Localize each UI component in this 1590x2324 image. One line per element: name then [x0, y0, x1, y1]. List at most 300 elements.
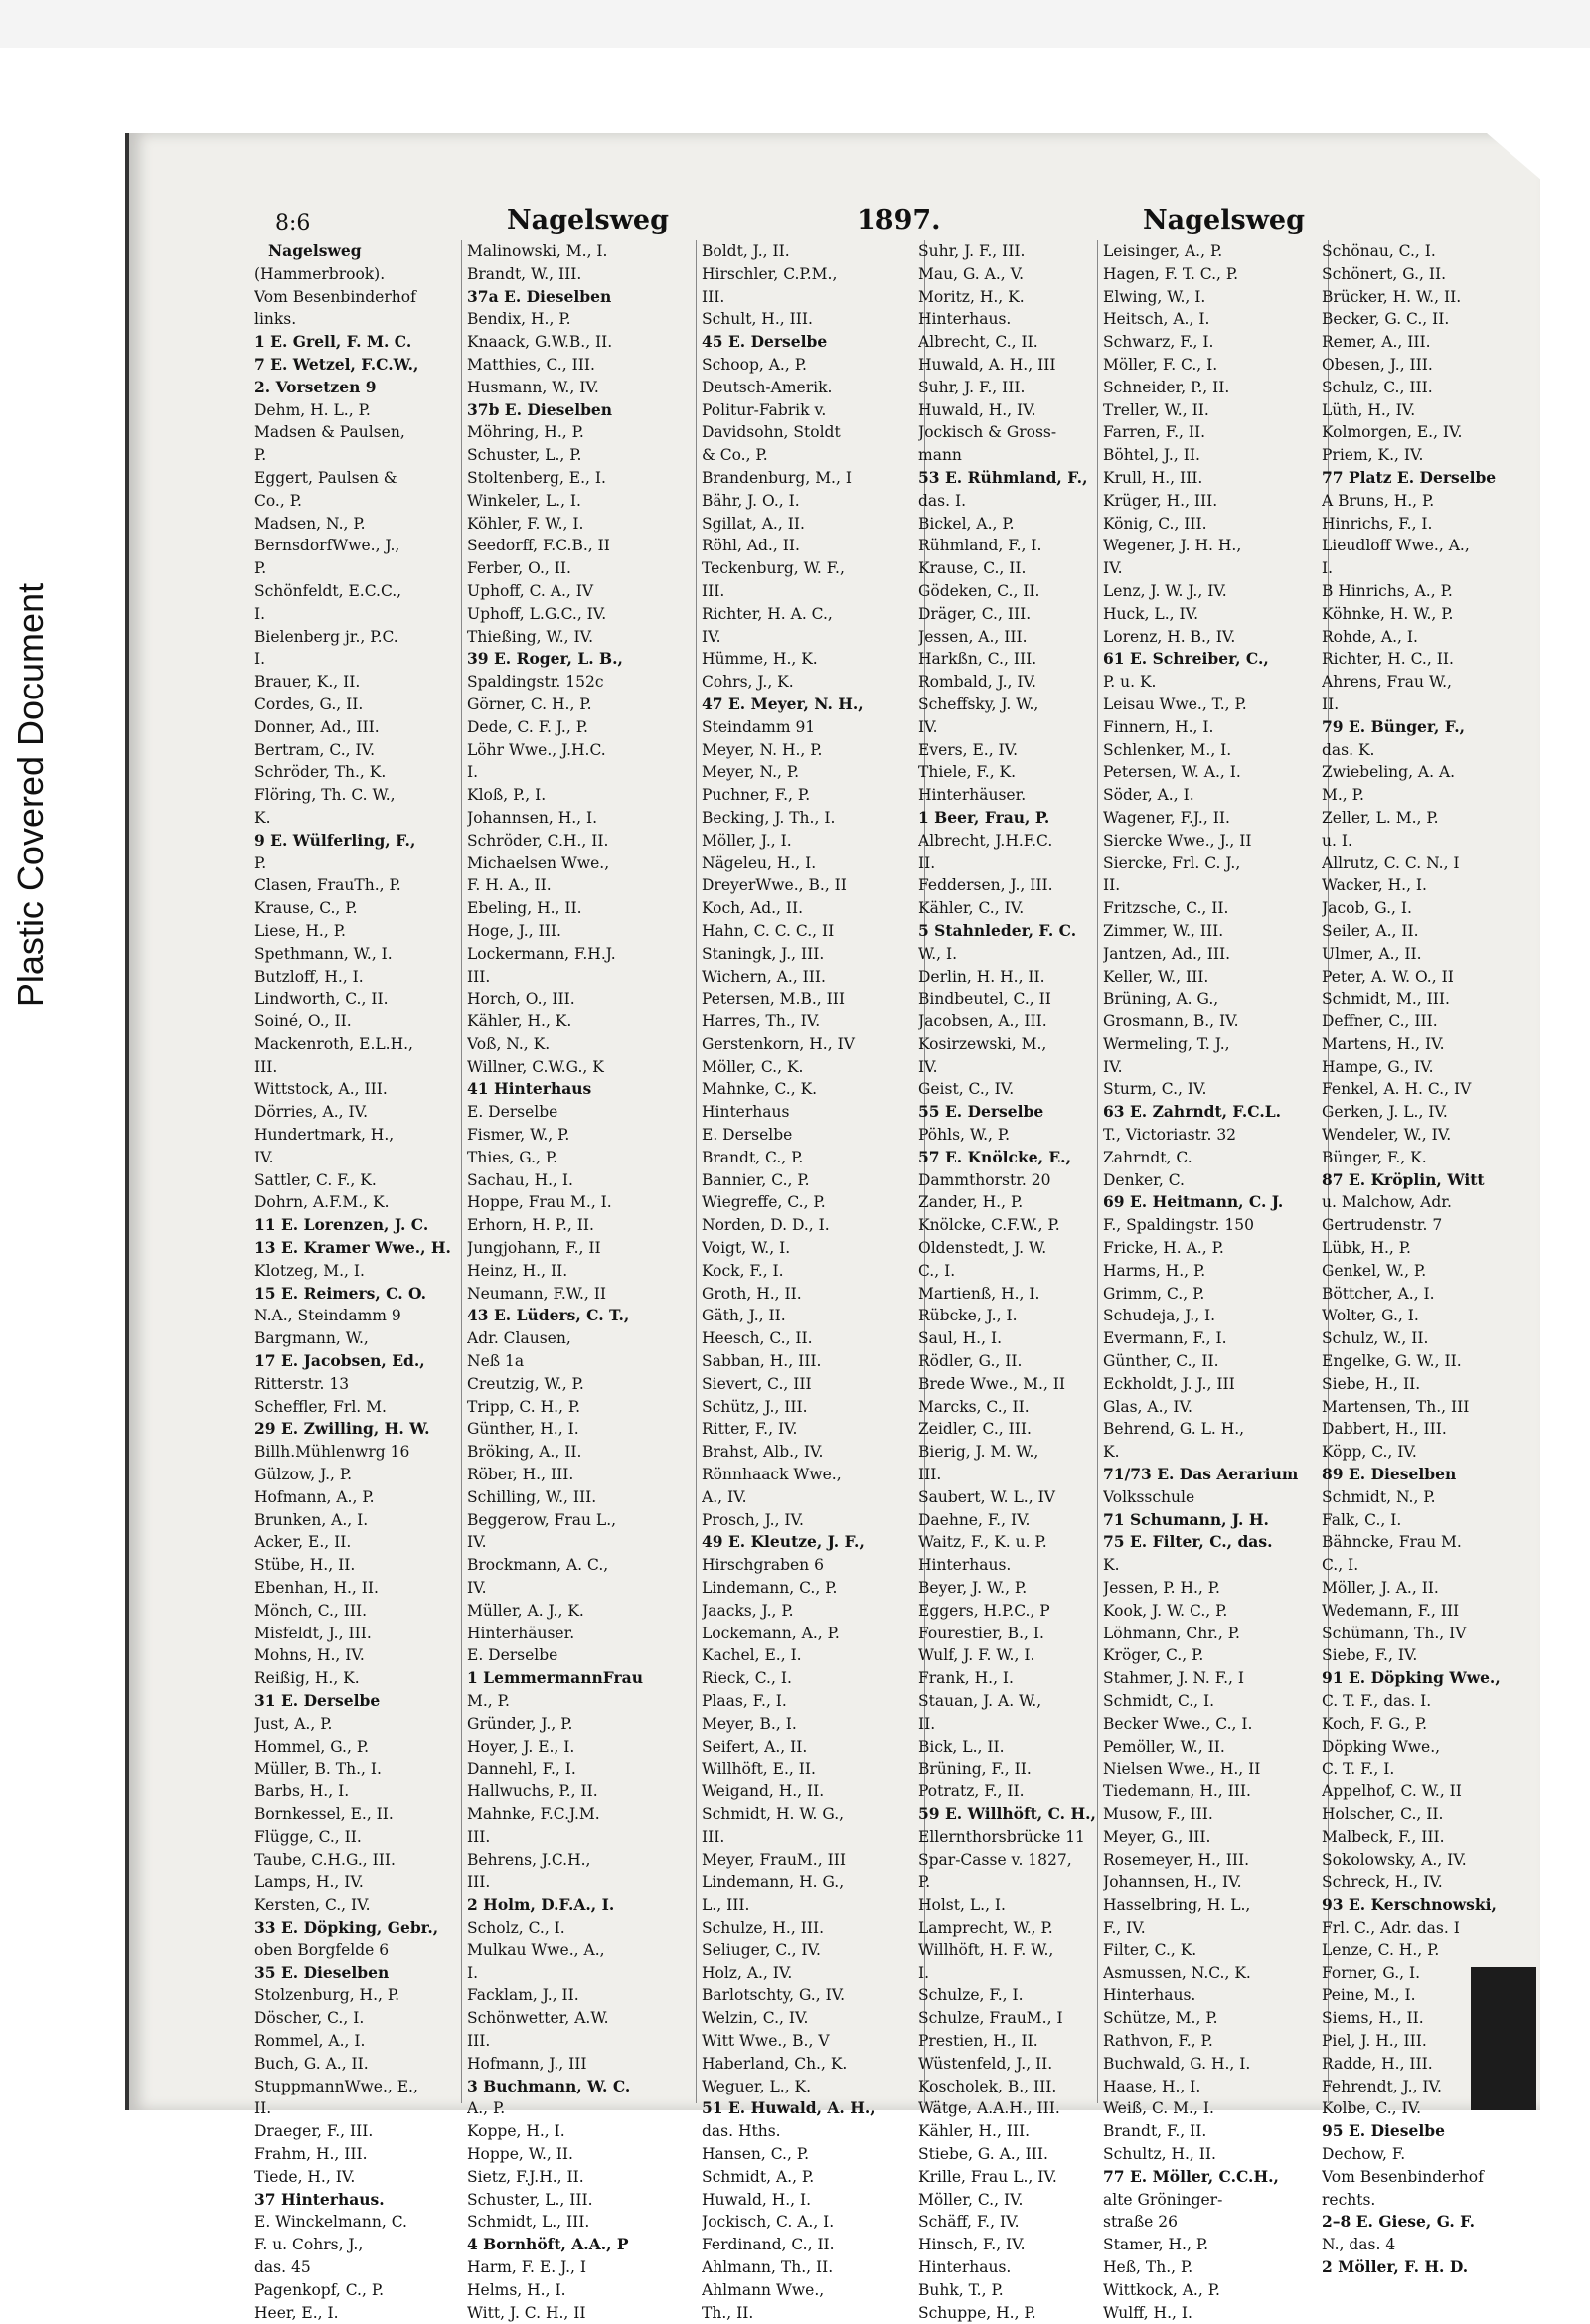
directory-line: Eggert, Paulsen & [254, 468, 398, 487]
directory-line: L., III. [702, 1896, 750, 1915]
directory-line: Rödler, G., II. [918, 1352, 1023, 1371]
directory-line: E. Derselbe [467, 1103, 558, 1122]
directory-line: IV. [1103, 559, 1123, 578]
directory-line: Kröger, C., P. [1103, 1646, 1204, 1665]
directory-line: Daehne, F., IV. [918, 1510, 1031, 1529]
directory-line: Dechow, F. [1322, 2144, 1406, 2163]
directory-line: Martens, H., IV. [1322, 1034, 1445, 1053]
directory-line: Allrutz, C. C. N., I [1322, 853, 1460, 872]
directory-line: Meyer, B., I. [702, 1714, 797, 1733]
directory-line: Dammthorstr. 20 [918, 1170, 1051, 1189]
directory-line: Becker, G. C., II. [1322, 310, 1450, 329]
directory-line: Staningk, J., III. [702, 944, 825, 963]
directory-line: Fritzsche, C., II. [1103, 899, 1229, 918]
directory-line: K. [254, 808, 271, 827]
directory-line: III. [467, 1873, 491, 1892]
directory-line: König, C., III. [1103, 514, 1207, 533]
directory-line: Politur-Fabrik v. [702, 400, 827, 419]
directory-line: III. [918, 1466, 942, 1484]
directory-line: II. [1103, 876, 1121, 895]
directory-line: Heß, Th., P. [1103, 2257, 1193, 2276]
directory-line: Grimm, C., P. [1103, 1284, 1205, 1303]
directory-line: 2 Möller, F. H. D. [1322, 2256, 1469, 2276]
directory-line: Heinz, H., II. [467, 1261, 568, 1280]
directory-line: StuppmannWwe., E., [254, 2077, 418, 2095]
directory-line: C. T. F., das. I. [1322, 1692, 1432, 1710]
directory-line: Ebenhan, H., II. [254, 1579, 379, 1598]
directory-line: Oldenstedt, J. W. [918, 1239, 1047, 1258]
directory-line: Sietz, F.J.H., II. [467, 2167, 584, 2186]
directory-line: Schmidt, A., P. [702, 2167, 815, 2186]
directory-line: Knaack, G.W.B., II. [467, 333, 613, 352]
directory-line: Stamer, H., P. [1103, 2236, 1209, 2254]
directory-line: 1 E. Grell, F. M. C. [254, 332, 412, 352]
directory-line: Kachel, E., I. [702, 1646, 802, 1665]
directory-line: Adr. Clausen, [467, 1329, 571, 1348]
directory-line: B Hinrichs, A., P. [1322, 581, 1453, 600]
directory-line: Suhr, J. F., III. [918, 378, 1026, 396]
directory-line: Ritterstr. 13 [254, 1374, 350, 1393]
directory-line: 4 Bornhöft, A.A., P [467, 2235, 629, 2254]
directory-line: Stiebe, G. A., III. [918, 2144, 1048, 2163]
directory-line: Hinterhaus. [918, 310, 1012, 329]
directory-line: Siems, H., II. [1322, 2009, 1424, 2028]
directory-line: Johannsen, H., I. [467, 808, 598, 827]
directory-line: Norden, D. D., I. [702, 1216, 830, 1235]
directory-line: Hoppe, W., II. [467, 2144, 573, 2163]
directory-line: Neumann, F.W., II [467, 1284, 606, 1303]
column-1 [254, 240, 467, 2324]
directory-line: Heer, E., I. [254, 2303, 339, 2322]
directory-line: Kolmorgen, E., IV. [1322, 423, 1463, 442]
directory-line: u. Malchow, Adr. [1322, 1193, 1452, 1212]
directory-line: Hofmann, A., P. [254, 1487, 375, 1506]
directory-line: IV. [1103, 1057, 1123, 1076]
directory-line: Heesch, C., II. [702, 1329, 813, 1348]
directory-line: Fehrendt, J., IV. [1322, 2077, 1442, 2095]
directory-line: Wendeler, W., IV. [1322, 1126, 1452, 1145]
directory-line: 79 E. Bünger, F., [1322, 716, 1465, 736]
directory-line: Rübcke, J., I. [918, 1307, 1018, 1325]
directory-line: Sokolowsky, A., IV. [1322, 1850, 1467, 1869]
directory-line: Kock, F., I. [702, 1261, 784, 1280]
directory-line: Hirschgraben 6 [702, 1556, 824, 1575]
directory-line: II. [918, 1714, 936, 1733]
directory-line: Leisau Wwe., T., P. [1103, 695, 1247, 713]
directory-line: Knölcke, C.F.W., P. [918, 1216, 1060, 1235]
directory-line: IV. [467, 1579, 487, 1598]
directory-line: Stauan, J. A. W., [918, 1692, 1042, 1710]
directory-line: Genkel, W., P. [1322, 1261, 1427, 1280]
directory-line: II. [1322, 695, 1340, 713]
directory-line: Bornkessel, E., II. [254, 1804, 394, 1823]
directory-line: Johannsen, H., IV. [1103, 1873, 1242, 1892]
directory-line: Treller, W., II. [1103, 400, 1209, 419]
directory-line: Welzin, C., IV. [702, 2009, 809, 2028]
directory-line: Hoyer, J. E., I. [467, 1737, 575, 1756]
directory-line: Brunken, A., I. [254, 1510, 369, 1529]
directory-line: 3 Buchmann, W. C. [467, 2076, 631, 2095]
directory-line: Schmidt, M., III. [1322, 990, 1450, 1008]
directory-line: Sturm, C., IV. [1103, 1080, 1207, 1099]
directory-line: 2–8 E. Giese, G. F. [1322, 2212, 1476, 2232]
directory-line: 2. Vorsetzen 9 [254, 377, 377, 396]
directory-line: Siebe, F., IV. [1322, 1646, 1418, 1665]
directory-line: Hansen, C., P. [702, 2144, 810, 2163]
directory-line: Deutsch-Amerik. [702, 378, 833, 396]
directory-line: Rühmland, F., I. [918, 537, 1042, 555]
directory-line: Winkeler, L., I. [467, 491, 581, 510]
directory-line: Madsen, N., P. [254, 514, 366, 533]
directory-line: Sattler, C. F., K. [254, 1170, 377, 1189]
directory-line: Vom Besenbinderhof [254, 287, 416, 306]
directory-line: Hampe, G., IV. [1322, 1057, 1434, 1076]
directory-line: Röhl, Ad., II. [702, 537, 800, 555]
directory-line: Möhring, H., P. [467, 423, 584, 442]
directory-line: Eggers, H.P.C., P [918, 1601, 1050, 1620]
directory-line: Schoop, A., P. [702, 355, 807, 374]
directory-line: III. [702, 1827, 725, 1846]
directory-line: Farren, F., II. [1103, 423, 1206, 442]
directory-line: Finnern, H., I. [1103, 717, 1214, 736]
directory-line: straße 26 [1103, 2213, 1179, 2232]
directory-line: I. [1322, 559, 1334, 578]
directory-line: Keller, W., III. [1103, 967, 1209, 986]
directory-line: Köhler, F. W., I. [467, 514, 584, 533]
directory-line: 75 E. Filter, C., das. [1103, 1532, 1273, 1552]
directory-line: Stolzenburg, H., P. [254, 1986, 400, 2005]
directory-line: Günther, C., II. [1103, 1352, 1219, 1371]
directory-line: Brockmann, A. C., [467, 1556, 609, 1575]
directory-line: Wolter, G., I. [1322, 1307, 1419, 1325]
directory-line: Teckenburg, W. F., [702, 559, 845, 578]
directory-line: Denker, C. [1103, 1170, 1185, 1189]
directory-line: 77 Platz E. Derselbe [1322, 467, 1497, 487]
directory-line: Hinterhaus. [918, 1556, 1012, 1575]
directory-line: Jantzen, Ad., III. [1103, 944, 1231, 963]
directory-line: Möller, F. C., I. [1103, 355, 1218, 374]
directory-line: P. [918, 1873, 931, 1892]
directory-line: Harms, H., P. [1103, 1261, 1206, 1280]
directory-line: Lenze, C. H., P. [1322, 1940, 1440, 1959]
directory-line: Meyer, N. H., P. [702, 740, 823, 759]
directory-line: Zeidler, C., III. [918, 1420, 1032, 1439]
directory-line: Piel, J. H., III. [1322, 2031, 1427, 2050]
directory-line: Potratz, F., II. [918, 1782, 1025, 1801]
directory-line: Flügge, C., II. [254, 1827, 362, 1846]
directory-line: IV. [918, 1057, 938, 1076]
directory-line: Brüning, F., II. [918, 1760, 1032, 1779]
directory-line: Dörries, A., IV. [254, 1103, 369, 1122]
directory-line: 2 Holm, D.F.A., I. [467, 1895, 615, 1915]
directory-line: Kosirzewski, M., [918, 1034, 1047, 1053]
directory-line: Nagelsweg [268, 241, 362, 260]
directory-line: Schönfeldt, E.C.C., [254, 581, 402, 600]
directory-line: 51 E. Huwald, A. H., [702, 2098, 875, 2118]
directory-line: I. [254, 650, 266, 669]
directory-line: Lamps, H., IV. [254, 1873, 364, 1892]
directory-line: Hallwuchs, P., II. [467, 1782, 598, 1801]
directory-line: Vom Besenbinderhof [1322, 2167, 1484, 2186]
column-5 [1103, 240, 1316, 2324]
directory-line: Radde, H., III. [1322, 2054, 1433, 2073]
directory-line: 35 E. Dieselben [254, 1962, 390, 1982]
directory-line: E. Derselbe [702, 1126, 793, 1145]
directory-line: A Bruns, H., P. [1322, 491, 1435, 510]
directory-line: P. [254, 446, 267, 465]
directory-line: Cordes, G., II. [254, 695, 364, 713]
directory-line: Döscher, C., I. [254, 2009, 365, 2028]
directory-line: Buch, G. A., II. [254, 2054, 369, 2073]
directory-line: Feddersen, J., III. [918, 876, 1053, 895]
directory-line: Schulze, H., III. [702, 1918, 825, 1937]
directory-line: Schwarz, F., I. [1103, 333, 1214, 352]
directory-line: u. I. [1322, 831, 1352, 850]
directory-line: Lenz, J. W. J., IV. [1103, 581, 1227, 600]
header-year: 1897. [857, 205, 941, 235]
directory-line: Steindamm 91 [702, 717, 816, 736]
directory-line: Wichern, A., III. [702, 967, 826, 986]
directory-line: Richter, H. C., II. [1322, 650, 1454, 669]
directory-line: Jessen, A., III. [918, 627, 1028, 646]
directory-line: F. u. Cohrs, J., [254, 2236, 364, 2254]
directory-line: Clasen, FrauTh., P. [254, 876, 401, 895]
directory-line: Söder, A., I. [1103, 786, 1194, 805]
directory-line: IV. [702, 627, 721, 646]
directory-line: Löhr Wwe., J.H.C. [467, 740, 606, 759]
directory-line: Schudeja, J., I. [1103, 1307, 1216, 1325]
directory-line: Malinowski, M., I. [467, 242, 608, 260]
directory-line: Gründer, J., P. [467, 1714, 573, 1733]
directory-line: Ahrens, Frau W., [1322, 673, 1452, 692]
directory-line: Pöhls, W., P. [918, 1126, 1011, 1145]
directory-line: 89 E. Dieselben [1322, 1465, 1457, 1484]
directory-line: Bick, L., II. [918, 1737, 1005, 1756]
directory-line: Evermann, F., I. [1103, 1329, 1227, 1348]
directory-line: Kähler, H., K. [467, 1012, 572, 1031]
directory-line: I. [918, 1963, 930, 1982]
directory-line: Huwald, H., I. [702, 2190, 812, 2209]
directory-line: Meyer, G., III. [1103, 1827, 1211, 1846]
directory-line: Wulff, H., I. [1103, 2303, 1192, 2322]
directory-line: Uphoff, L.G.C., IV. [467, 604, 607, 623]
directory-line: K. [1103, 1443, 1120, 1462]
directory-line: Frank, H., I. [918, 1669, 1014, 1688]
directory-line: Harres, Th., IV. [702, 1012, 821, 1031]
directory-line: A., IV. [702, 1487, 747, 1506]
directory-line: 13 E. Kramer Wwe., H. [254, 1238, 451, 1258]
directory-line: W., I. [918, 944, 958, 963]
directory-line: Stahmer, J. N. F., I [1103, 1669, 1245, 1688]
directory-line: Müller, B. Th., I. [254, 1760, 382, 1779]
directory-line: Seiler, A., II. [1322, 921, 1419, 940]
directory-line: Wüstenfeld, J., II. [918, 2054, 1053, 2073]
directory-line: Spaldingstr. 152c [467, 673, 604, 692]
directory-line: IV. [254, 1148, 274, 1166]
directory-line: Brüning, A. G., [1103, 990, 1219, 1008]
directory-line: Jaacks, J., P. [702, 1601, 794, 1620]
directory-line: Becker Wwe., C., I. [1103, 1714, 1253, 1733]
directory-line: Fenkel, A. H. C., IV [1322, 1080, 1472, 1099]
directory-line: Co., P. [254, 491, 302, 510]
column-6 [1322, 240, 1520, 2279]
directory-line: 39 E. Roger, L. B., [467, 649, 623, 669]
directory-line: Harm, F. E. J., I [467, 2257, 586, 2276]
directory-line: Schuster, L., III. [467, 2190, 593, 2209]
directory-line: Görner, C. H., P. [467, 695, 592, 713]
directory-line: das. Hths. [702, 2122, 781, 2141]
column-3 [702, 240, 914, 2324]
directory-line: Saubert, W. L., IV [918, 1487, 1055, 1506]
directory-line: Pagenkopf, C., P. [254, 2280, 385, 2299]
directory-line: Lüth, H., IV. [1322, 400, 1416, 419]
directory-line: Albrecht, J.H.F.C. [918, 831, 1053, 850]
directory-line: Schreck, H., IV. [1322, 1873, 1443, 1892]
directory-line: Krause, C., II. [918, 559, 1027, 578]
directory-line: Reißig, H., K. [254, 1669, 360, 1688]
directory-line: Plaas, F., I. [702, 1692, 787, 1710]
directory-line: Waitz, F., K. u. P. [918, 1533, 1047, 1552]
directory-line: Stübe, H., II. [254, 1556, 356, 1575]
directory-line: Kersten, C., IV. [254, 1896, 371, 1915]
directory-line: Wermeling, T. J., [1103, 1034, 1230, 1053]
directory-line: Bröking, A., II. [467, 1443, 582, 1462]
directory-line: Mönch, C., III. [254, 1601, 368, 1620]
directory-line: 61 E. Schreiber, C., [1103, 649, 1269, 669]
directory-line: Witt, J. C. H., II [467, 2303, 586, 2322]
directory-line: P. [254, 559, 267, 578]
directory-line: Dannehl, F., I. [467, 1760, 576, 1779]
directory-line: BernsdorfWwe., J., [254, 537, 400, 555]
directory-line: Pemöller, W., II. [1103, 1737, 1225, 1756]
directory-line: Ferber, O., II. [467, 559, 571, 578]
directory-line: 37a E. Dieselben [467, 286, 612, 306]
directory-line: Beyer, J. W., P. [918, 1579, 1028, 1598]
directory-line: 77 E. Möller, C.C.H., [1103, 2166, 1279, 2186]
directory-line: Siercke Wwe., J., II [1103, 831, 1252, 850]
directory-line: Ahlmann, Th., II. [702, 2257, 834, 2276]
directory-line: II. [918, 853, 936, 872]
directory-line: Thießing, W., IV. [467, 627, 594, 646]
directory-line: Lieudloff Wwe., A., [1322, 537, 1470, 555]
directory-line: Schröder, C.H., II. [467, 831, 609, 850]
directory-line: Buchwald, G. H., I. [1103, 2054, 1251, 2073]
directory-line: links. [254, 310, 297, 329]
directory-line: Suhr, J. F., III. [918, 242, 1026, 260]
directory-line: & Co., P. [702, 446, 768, 465]
directory-line: Rieck, C., I. [702, 1669, 792, 1688]
directory-line: Voß, N., K. [467, 1034, 551, 1053]
directory-line: Dabbert, H., III. [1322, 1420, 1447, 1439]
directory-line: Böhtel, J., II. [1103, 446, 1200, 465]
directory-line: Brede Wwe., M., II [918, 1374, 1066, 1393]
directory-line: Falk, C., I. [1322, 1510, 1402, 1529]
directory-line: Lamprecht, W., P. [918, 1918, 1053, 1937]
directory-line: P. [254, 853, 267, 872]
directory-line: 71/73 E. Das Aerarium [1103, 1465, 1299, 1484]
directory-line: Horch, O., III. [467, 990, 575, 1008]
directory-line: Sgillat, A., II. [702, 514, 805, 533]
directory-line: mann [918, 446, 962, 465]
directory-line: Jungjohann, F., II [467, 1239, 601, 1258]
directory-line: Beggerow, Frau L., [467, 1510, 617, 1529]
directory-line: Hasselbring, H. L., [1103, 1896, 1251, 1915]
directory-line: Dräger, C., III. [918, 604, 1032, 623]
directory-line: Lockermann, F.H.J. [467, 944, 616, 963]
directory-line: Moritz, H., K. [918, 287, 1025, 306]
directory-line: Lockemann, A., P. [702, 1624, 840, 1642]
directory-line: Nielsen Wwe., H., II [1103, 1760, 1261, 1779]
directory-line: Siercke, Frl. C. J., [1103, 853, 1241, 872]
directory-line: 1 LemmermannFrau [467, 1668, 643, 1688]
directory-line: Haberland, Ch., K. [702, 2054, 848, 2073]
directory-line: Weigand, H., II. [702, 1782, 825, 1801]
directory-line: Ellernthorsbrücke 11 [918, 1827, 1085, 1846]
directory-line: I. [467, 763, 479, 782]
directory-line: Meyer, N., P. [702, 763, 800, 782]
directory-line: Hoppe, Frau M., I. [467, 1193, 612, 1212]
directory-line: Evers, E., IV. [918, 740, 1019, 759]
directory-line: 59 E. Willhöft, C. H., [918, 1803, 1096, 1823]
directory-line: Köpp, C., IV. [1322, 1443, 1417, 1462]
directory-line: Willner, C.W.G., K [467, 1057, 604, 1076]
directory-line: 49 E. Kleutze, J. F., [702, 1532, 865, 1552]
directory-line: Obesen, J., III. [1322, 355, 1433, 374]
directory-line: Krille, Frau L., IV. [918, 2167, 1057, 2186]
directory-line: 9 E. Wülferling, F., [254, 830, 416, 850]
directory-line: Harkßn, C., III. [918, 650, 1037, 669]
directory-line: Schäff, F., IV. [918, 2213, 1020, 2232]
directory-line: Schmidt, N., P. [1322, 1487, 1436, 1506]
directory-line: Hinterhaus [702, 1103, 790, 1122]
directory-line: Davidsohn, Stoldt [702, 423, 841, 442]
directory-line: Krüger, H., III. [1103, 491, 1218, 510]
directory-line: Brandt, C., P. [702, 1148, 804, 1166]
directory-line: K. [1103, 1556, 1120, 1575]
directory-line: Lindemann, C., P. [702, 1579, 838, 1598]
directory-line: Bertram, C., IV. [254, 740, 376, 759]
directory-line: E. Winckelmann, C. [254, 2213, 407, 2232]
directory-line: Peine, M., I. [1322, 1986, 1416, 2005]
directory-line: Schönwetter, A.W. [467, 2009, 609, 2028]
directory-line: Hinsch, F., IV. [918, 2236, 1026, 2254]
directory-line: 57 E. Knölcke, E., [918, 1147, 1071, 1166]
directory-line: Fourestier, B., I. [918, 1624, 1044, 1642]
directory-line: Schlenker, M., I. [1103, 740, 1232, 759]
directory-line: Gödeken, C., II. [918, 581, 1040, 600]
directory-line: Schuster, L., P. [467, 446, 582, 465]
directory-line: Kloß, P., I. [467, 786, 547, 805]
directory-line: Petersen, M.B., III [702, 990, 846, 1008]
directory-line: Ebeling, H., II. [467, 899, 582, 918]
directory-line: 5 Stahnleder, F. C. [918, 920, 1077, 940]
directory-line: Jacob, G., I. [1322, 899, 1412, 918]
directory-line: Holscher, C., II. [1322, 1804, 1444, 1823]
directory-line: 93 E. Kerschnowski, [1322, 1895, 1497, 1915]
directory-line: das. 45 [254, 2257, 311, 2276]
directory-line: Fricke, H. A., P. [1103, 1239, 1224, 1258]
directory-line: Koscholek, B., III. [918, 2077, 1057, 2095]
directory-line: Musow, F., III. [1103, 1804, 1213, 1823]
directory-line: 1 Beer, Frau, P. [918, 807, 1050, 827]
directory-line: Lindworth, C., II. [254, 990, 389, 1008]
directory-line: (Hammerbrook). [254, 264, 386, 283]
directory-line: Puchner, F., P. [702, 786, 811, 805]
directory-line: Huwald, H., IV. [918, 400, 1036, 419]
directory-line: Barbs, H., I. [254, 1782, 350, 1801]
directory-line: Priem, K., IV. [1322, 446, 1424, 465]
directory-line: Uphoff, C. A., IV [467, 581, 594, 600]
